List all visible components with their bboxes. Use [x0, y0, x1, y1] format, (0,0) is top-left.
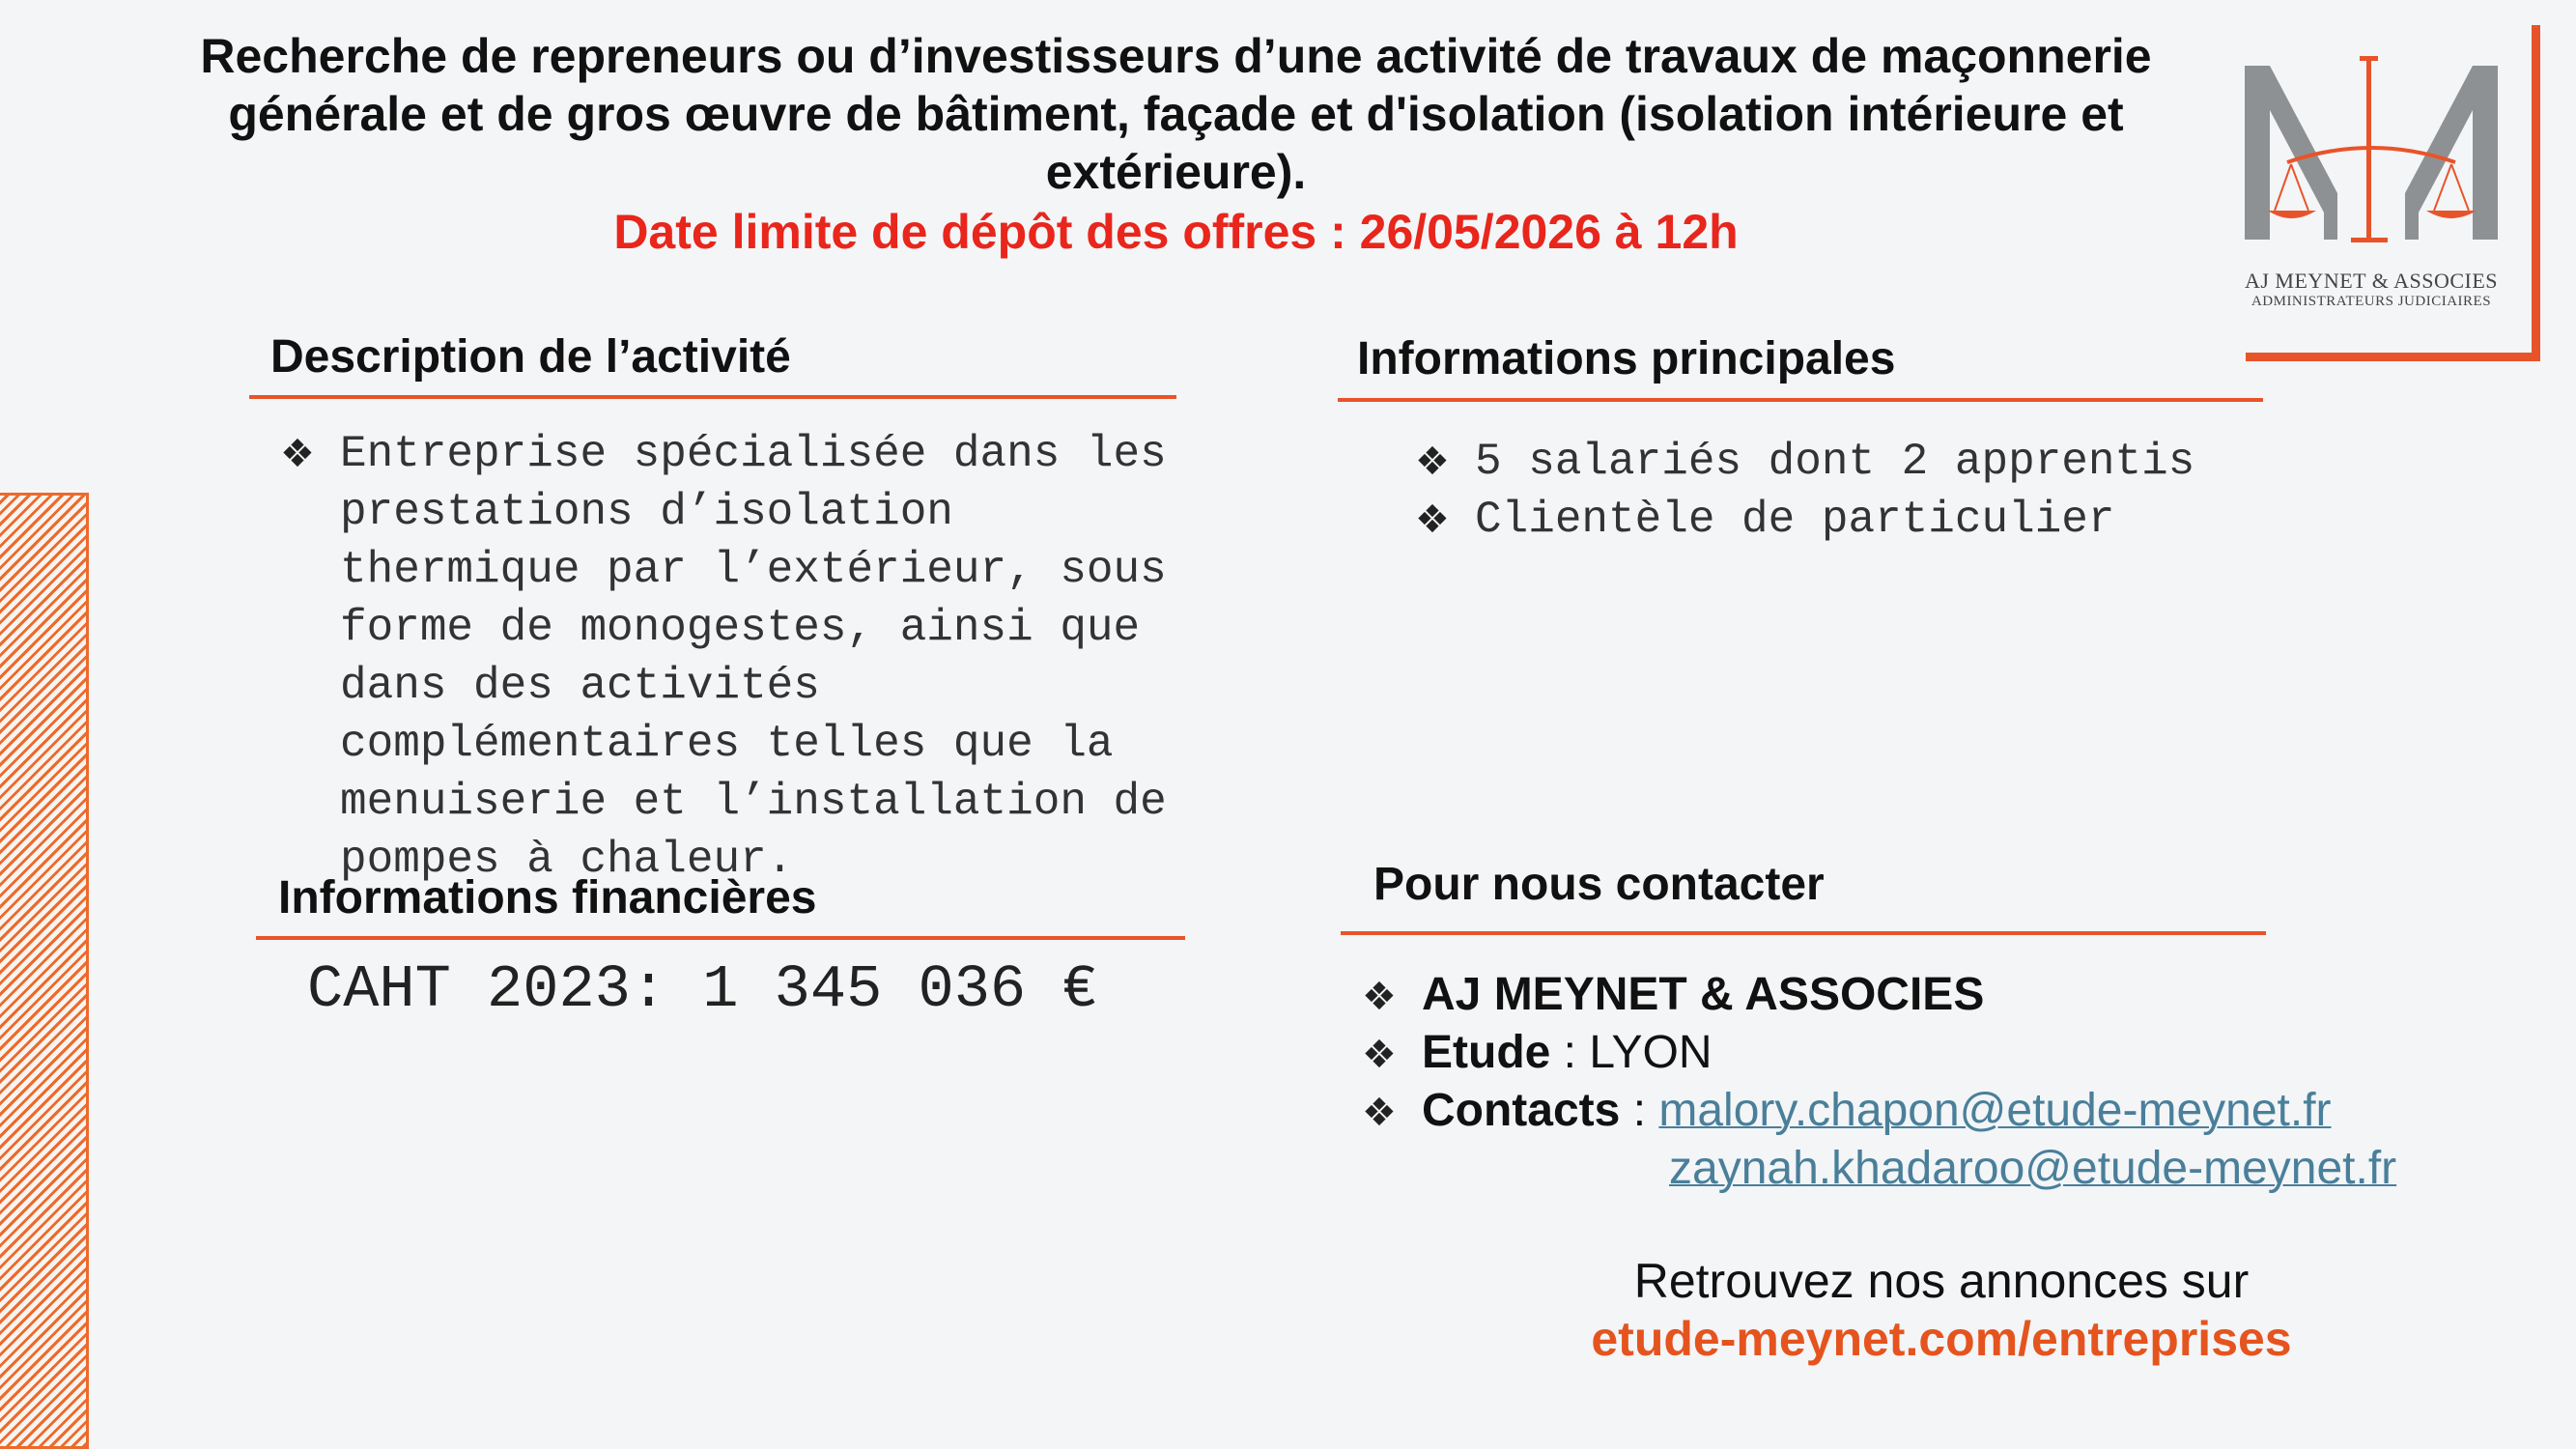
logo-firm-name: AJ MEYNET & ASSOCIES — [2244, 269, 2499, 293]
page-title — [145, 27, 2207, 201]
description-heading: Description de l’activité — [270, 331, 791, 383]
main-info-rule — [1338, 398, 2263, 402]
contact-rule — [1341, 931, 2266, 935]
decorative-hatch-band — [0, 493, 89, 1449]
description-rule — [249, 395, 1176, 399]
main-info-text: Clientèle de particulier — [1475, 495, 2115, 545]
list-item — [1415, 433, 2284, 491]
description-text: Entreprise spécialisée dans les prestations d’isolation thermique par l’extérieur, sous forme de monogestes, ainsi que dans des activités complémentaires telles que la menuiserie et l’installation de pompes à chaleur. — [340, 429, 1167, 885]
list-item — [280, 425, 1188, 889]
footer-website-link[interactable]: etude-meynet.com/entreprises — [1591, 1312, 2292, 1366]
contact-contacts-label: Contacts — [1422, 1085, 1621, 1136]
title-line-3: extérieure). — [1045, 145, 1307, 199]
description-list — [280, 425, 1188, 889]
financial-heading: Informations financières — [278, 872, 817, 923]
title-line-2: générale et de gros œuvre de bâtiment, façade et d'isolation (isolation intérieure et — [228, 87, 2124, 141]
contact-office-separator: : — [1550, 1027, 1590, 1078]
main-info-list — [1415, 433, 2284, 549]
logo-subtitle: ADMINISTRATEURS JUDICIAIRES — [2250, 294, 2492, 309]
contact-heading: Pour nous contacter — [1373, 859, 1825, 910]
email-link-2[interactable]: zaynah.khadaroo@etude-meynet.fr — [1669, 1143, 2397, 1194]
financial-rule — [256, 936, 1185, 940]
diamond-bullet-icon: ❖ — [1362, 1033, 1397, 1077]
main-info-text: 5 salariés dont 2 apprentis — [1475, 437, 2195, 487]
contact-office-value: LYON — [1589, 1027, 1713, 1078]
contact-contacts-separator: : — [1620, 1085, 1659, 1136]
list-item — [1415, 491, 2284, 549]
diamond-bullet-icon: ❖ — [280, 432, 315, 476]
contact-list — [1362, 966, 2560, 1198]
title-line-1: Recherche de repreneurs ou d’investisseurs d’une activité de travaux de maçonnerie — [200, 29, 2152, 83]
list-item — [1362, 1024, 2560, 1082]
diamond-bullet-icon: ❖ — [1415, 440, 1450, 484]
list-item — [1362, 1082, 2560, 1140]
scales-of-justice-logo-icon — [2231, 48, 2511, 266]
footer-text: Retrouvez nos annonces sur — [1633, 1254, 2250, 1308]
main-info-heading: Informations principales — [1357, 333, 1896, 384]
diamond-bullet-icon: ❖ — [1362, 1091, 1397, 1135]
contact-office-label: Etude — [1422, 1027, 1551, 1078]
diamond-bullet-icon: ❖ — [1415, 497, 1450, 542]
diamond-bullet-icon: ❖ — [1362, 975, 1397, 1019]
financial-value: CAHT 2023: 1 345 036 € — [307, 955, 1098, 1024]
contact-firm: AJ MEYNET & ASSOCIES — [1422, 969, 1985, 1020]
deadline-text: Date limite de dépôt des offres : 26/05/2026 à 12h — [613, 205, 1739, 259]
email-link-1[interactable]: malory.chapon@etude-meynet.fr — [1658, 1085, 2332, 1136]
list-item — [1362, 966, 2560, 1024]
contact-email-line-2 — [1362, 1140, 2560, 1198]
